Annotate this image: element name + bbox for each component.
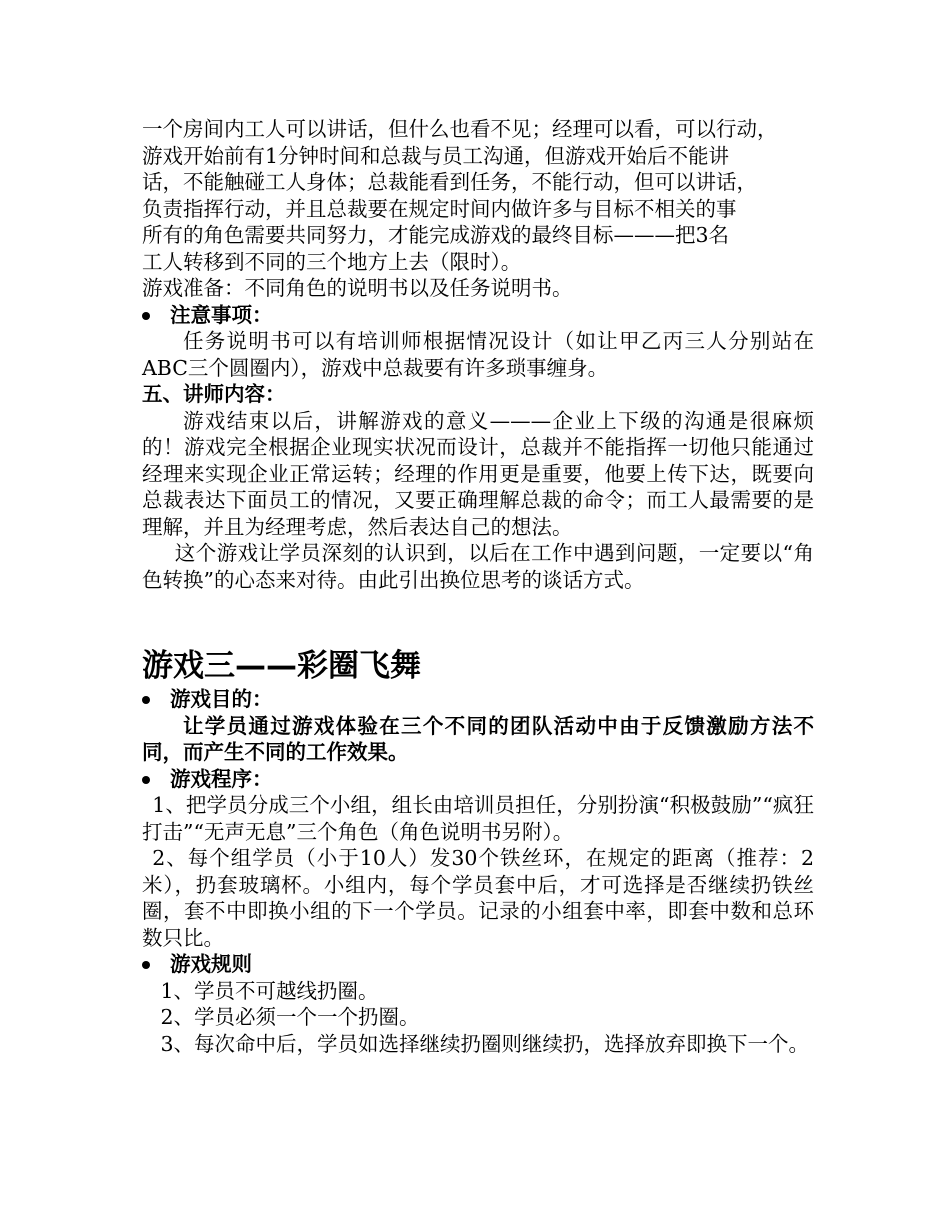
bullet-icon <box>142 776 150 784</box>
document-page <box>142 116 814 1057</box>
intro-line: 工人转移到不同的三个地方上去（限时）。 <box>142 249 522 274</box>
game-prep-text: 游戏准备：不同角色的说明书以及任务说明书。 <box>142 276 573 300</box>
rules-heading <box>142 951 814 978</box>
bullet-icon <box>142 312 150 320</box>
rule-item: 1、学员不可越线扔圈。 <box>160 978 379 1003</box>
procedure-heading-label: 游戏程序： <box>170 766 273 791</box>
intro-paragraph <box>142 116 814 275</box>
section-spacer <box>142 593 814 646</box>
rule-item: 2、学员必须一个一个扔圈。 <box>160 1005 420 1029</box>
bullet-icon <box>142 696 150 704</box>
notice-heading-label: 注意事项： <box>170 302 273 327</box>
lecture-conclusion: 这个游戏让学员深刻的认识到，以后在工作中遇到问题，一定要以“角色转换”的心态来对待。由此引出换位思考的谈话方式。 <box>142 541 814 592</box>
game3-title: 游戏三——彩圈飞舞 <box>142 648 421 684</box>
lecture-heading: 五、讲师内容： <box>142 382 286 406</box>
intro-line: 所有的角色需要共同努力，才能完成游戏的最终目标———把3名 <box>142 223 730 247</box>
notice-body: 任务说明书可以有培训师根据情况设计（如让甲乙丙三人分别站在ABC三个圆圈内），游戏中总裁要有许多琐事缠身。 <box>142 329 814 380</box>
goal-body: 让学员通过游戏体验在三个不同的团队活动中由于反馈激励方法不同，而产生不同的工作效果。 <box>142 713 814 764</box>
intro-line: 一个房间内工人可以讲话，但什么也看不见；经理可以看，可以行动， <box>142 117 778 141</box>
intro-line: 话，不能触碰工人身体；总裁能看到任务，不能行动，但可以讲话， <box>142 170 757 194</box>
lecture-body: 游戏结束以后，讲解游戏的意义———企业上下级的沟通是很麻烦的！游戏完全根据企业现实状况而设计，总裁并不能指挥一切他只能通过经理来实现企业正常运转；经理的作用更是重要，他要上传下达，既要向总裁表达下面员工的情况，又要正确理解总裁的命令；而工人最需要的是理解，并且为经理考虑，然后表达自己的想法。 <box>142 408 814 539</box>
goal-heading-label: 游戏目的： <box>170 687 273 711</box>
intro-line: 负责指挥行动，并且总裁要在规定时间内做许多与目标不相关的事 <box>142 196 737 221</box>
rules-heading-label: 游戏规则 <box>170 952 252 976</box>
procedure-step: 2、每个组学员（小于10人）发30个铁丝环，在规定的距离（推荐：2米），扔套玻璃杯。小组内，每个学员套中后，才可选择是否继续扔铁丝圈，套不中即换小组的下一个学员。记录的小组套中率，即套中数和总环数只比。 <box>142 846 814 950</box>
rule-item: 3、每次命中后，学员如选择继续扔圈则继续扔，选择放弃即换下一个。 <box>160 1031 809 1056</box>
notice-heading <box>142 302 814 329</box>
goal-heading <box>142 686 814 713</box>
procedure-step: 1、把学员分成三个小组，组长由培训员担任，分别扮演“积极鼓励”“疯狂打击”“无声无息”三个角色（角色说明书另附）。 <box>142 793 814 844</box>
bullet-icon <box>142 961 150 969</box>
procedure-heading <box>142 766 814 793</box>
intro-line: 游戏开始前有1分钟时间和总裁与员工沟通，但游戏开始后不能讲 <box>142 143 730 168</box>
